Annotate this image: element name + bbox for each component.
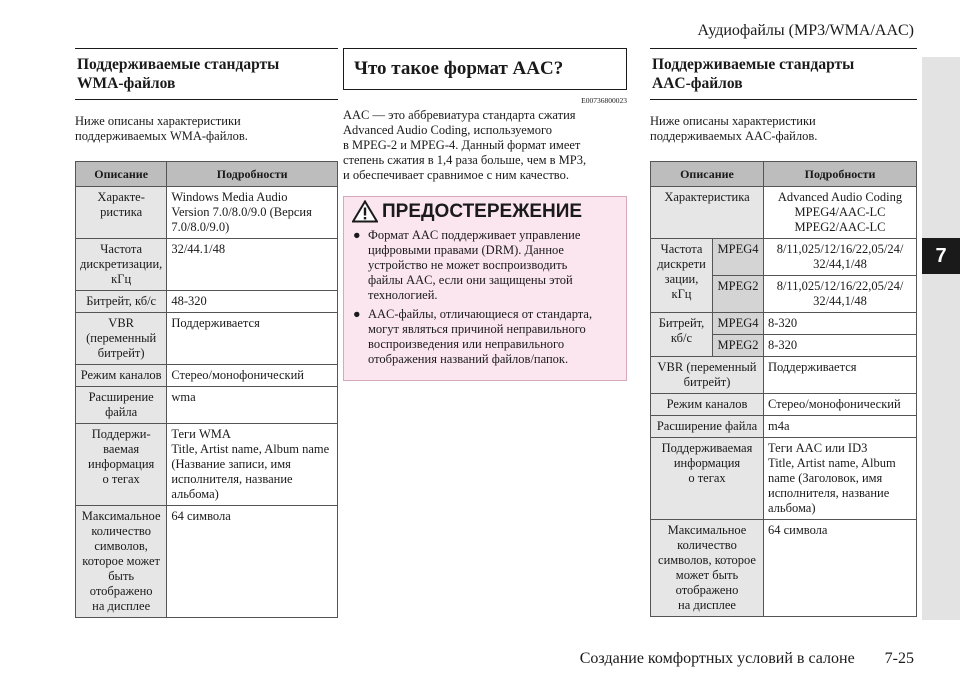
warning-item: ● Формат AAC поддерживает управление цифровыми правами (DRM). Данное устройство не может воспроизводить файлы AAC, если они защищены этой технологией. [353, 228, 581, 302]
table-row: MPEG2 8/11,025/12/16/22,05/24/ 32/44,1/48 [651, 276, 917, 313]
warning-list [352, 228, 620, 367]
table-row: Расширение файла m4a [651, 416, 917, 438]
table-row: Режим каналов Стерео/монофонический [651, 394, 917, 416]
bullet-icon: ● [353, 307, 361, 321]
footer-section-title: Создание комфортных условий в салоне [579, 650, 855, 667]
aac-about-text: AAC — это аббревиатура стандарта сжатия Advanced Audio Coding, используемого в MPEG-2 и MPEG-4. Данный формат имеет степень сжатия в 1,4 раза больше, чем в MP3, и обеспечивает сравнимое с ним качество. [343, 108, 587, 182]
side-strip [922, 57, 960, 620]
table-row: Частота дискрети зации, кГц MPEG4 8/11,025/12/16/22,05/24/ 32/44,1/48 [651, 239, 917, 276]
table-row: Битрейт, кб/с MPEG4 8-320 [651, 313, 917, 335]
aac-section [650, 48, 917, 617]
table-row: Битрейт, кб/с 48-320 [76, 291, 338, 313]
table-row: Поддержи- ваемая информация о тегах Теги WMA Title, Artist name, Album name (Название записи, имя исполнителя, название альбома) [76, 424, 338, 506]
table-row: Максимальное количество символов, которое может быть отображено на дисплее 64 символа [76, 506, 338, 618]
page-header-title: Аудиофайлы (MP3/WMA/AAC) [697, 22, 914, 39]
aac-about-title: Что такое формат AAC? [343, 48, 627, 90]
table-row: Расширение файла wma [76, 387, 338, 424]
table-row: VBR (переменный битрейт) Поддерживается [651, 357, 917, 394]
aac-spec-table [650, 161, 917, 617]
table-row: Максимальное количество символов, которое может быть отображено на дисплее 64 символа [651, 520, 917, 617]
warning-box [343, 196, 627, 381]
page-footer [580, 650, 914, 668]
bullet-icon: ● [353, 228, 361, 242]
column-header-details: Подробности [167, 162, 338, 187]
section-code: E00736800023 [581, 96, 627, 105]
table-row: VBR (переменный битрейт) Поддерживается [76, 313, 338, 365]
wma-section-title: Поддерживаемые стандарты WMA-файлов [75, 48, 338, 100]
column-header-description: Описание [76, 162, 167, 187]
aac-section-title: Поддерживаемые стандарты AAC-файлов [650, 48, 917, 100]
column-header-details: Подробности [764, 162, 917, 187]
aac-about-section [343, 48, 627, 381]
wma-spec-table [75, 161, 338, 618]
column-header-description: Описание [651, 162, 764, 187]
warning-item: ● AAC-файлы, отличающиеся от стандарта, могут являться причиной неправильного воспроизведения или неправильного отображения названий файлов/папок. [353, 307, 593, 366]
table-row: MPEG2 8-320 [651, 335, 917, 357]
table-row: Частота дискретизации, кГц 32/44.1/48 [76, 239, 338, 291]
table-row: Характеристика Advanced Audio Coding MPEG4/AAC-LC MPEG2/AAC-LC [651, 187, 917, 239]
table-row: Режим каналов Стерео/монофонический [76, 365, 338, 387]
page-number: 7-25 [884, 650, 914, 667]
wma-intro: Ниже описаны характеристики поддерживаемых WMA-файлов. [75, 114, 248, 143]
table-row: Поддерживаемая информация о тегах Теги AAC или ID3 Title, Artist name, Album name (Заголовок, имя исполнителя, название альбома) [651, 438, 917, 520]
warning-heading: ПРЕДОСТЕРЕЖЕНИЕ [352, 200, 620, 223]
aac-intro: Ниже описаны характеристики поддерживаемых AAC-файлов. [650, 114, 818, 143]
warning-triangle-icon [352, 200, 378, 223]
table-row: Характе- ристика Windows Media Audio Version 7.0/8.0/9.0 (Версия 7.0/8.0/9.0) [76, 187, 338, 239]
chapter-tab[interactable]: 7 [922, 238, 960, 274]
wma-section [75, 48, 338, 618]
